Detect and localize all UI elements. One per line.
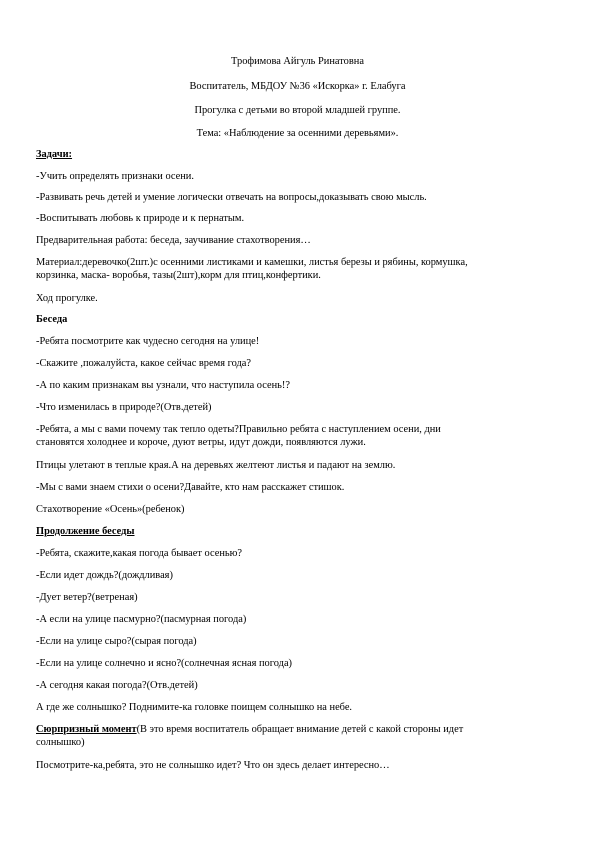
materials-line: корзинка, маска- воробья, тазы(2шт),корм для птиц,конфертики. — [36, 270, 321, 281]
weather-line: -Если на улице сыро?(сырая погода) — [36, 636, 197, 647]
materials-line: Материал:деревочко(2шт.)с осенними листиками и камешки, листья березы и рябины, кормушка, — [36, 257, 468, 268]
weather-line: -Дует ветер?(ветреная) — [36, 592, 138, 603]
task-item: -Развивать речь детей и умение логически отвечать на вопросы,доказывать свою мысль. — [36, 192, 427, 203]
weather-line: -А если на улице пасмурно?(пасмурная погода) — [36, 614, 247, 625]
last-line: Посмотрите-ка,ребята, это не солнышко идет? Что он здесь делает интересно… — [36, 760, 390, 771]
talk-line: -Ребята посмотрите как чудесно сегодня на улице! — [36, 336, 260, 347]
surprise-line — [36, 724, 463, 736]
weather-line: -А сегодня какая погода?(Отв.детей) — [36, 680, 198, 691]
walk-progress: Ход прогулке. — [36, 293, 98, 304]
talk-line: -Скажите ,пожалуйста, какое сейчас время года? — [36, 358, 251, 369]
talk-heading: Беседа — [36, 314, 68, 325]
sun-line: А где же солнышко? Поднимите-ка головке поищем солнышко на небе. — [36, 702, 353, 713]
weather-line: -Если идет дождь?(дождливая) — [36, 570, 173, 581]
continuation-heading-text: Продолжение беседы — [36, 526, 135, 537]
task-item: -Воспитывать любовь к природе и к пернатым. — [36, 213, 245, 224]
talk-line: Птицы улетают в теплые края.А на деревьях желтеют листья и падают на землю. — [36, 460, 396, 471]
surprise-label: Сюрпризный момент — [36, 724, 137, 735]
continuation-heading — [36, 526, 134, 538]
surprise-text: (В это время воспитатель обращает внимание детей с какой стороны идет — [136, 724, 464, 735]
tasks-heading-text: Задачи: — [36, 149, 73, 160]
talk-line: -А по каким признакам вы узнали, что наступила осень!? — [36, 380, 290, 391]
tasks-heading — [36, 149, 72, 161]
author-name: Трофимова Айгуль Ринатовна — [231, 56, 364, 67]
document-title: Прогулка с детьми во второй младшей группе. — [194, 105, 401, 116]
author-position: Воспитатель, МБДОУ №36 «Искорка» г. Елабуга — [189, 81, 406, 92]
preparation-text: Предварительная работа: беседа, заучивание стахотворения… — [36, 235, 311, 246]
talk-line: -Мы с вами знаем стихи о осени?Давайте, кто нам расскажет стишок. — [36, 482, 345, 493]
document-topic: Тема: «Наблюдение за осенними деревьями». — [196, 128, 399, 139]
talk-line: становятся холоднее и короче, дуют ветры, идут дожди, появляются лужи. — [36, 437, 366, 448]
poem-line: Стахотворение «Осень»(ребенок) — [36, 504, 185, 515]
weather-line: -Если на улице солнечно и ясно?(солнечная ясная погода) — [36, 658, 293, 669]
surprise-line: солнышко) — [36, 737, 85, 748]
weather-line: -Ребята, скажите,какая погода бывает осенью? — [36, 548, 243, 559]
talk-line: -Ребята, а мы с вами почему так тепло одеты?Правильно ребята с наступлением осени, дни — [36, 424, 441, 435]
talk-line: -Что изменилась в природе?(Отв.детей) — [36, 402, 212, 413]
task-item: -Учить определять признаки осени. — [36, 171, 194, 182]
